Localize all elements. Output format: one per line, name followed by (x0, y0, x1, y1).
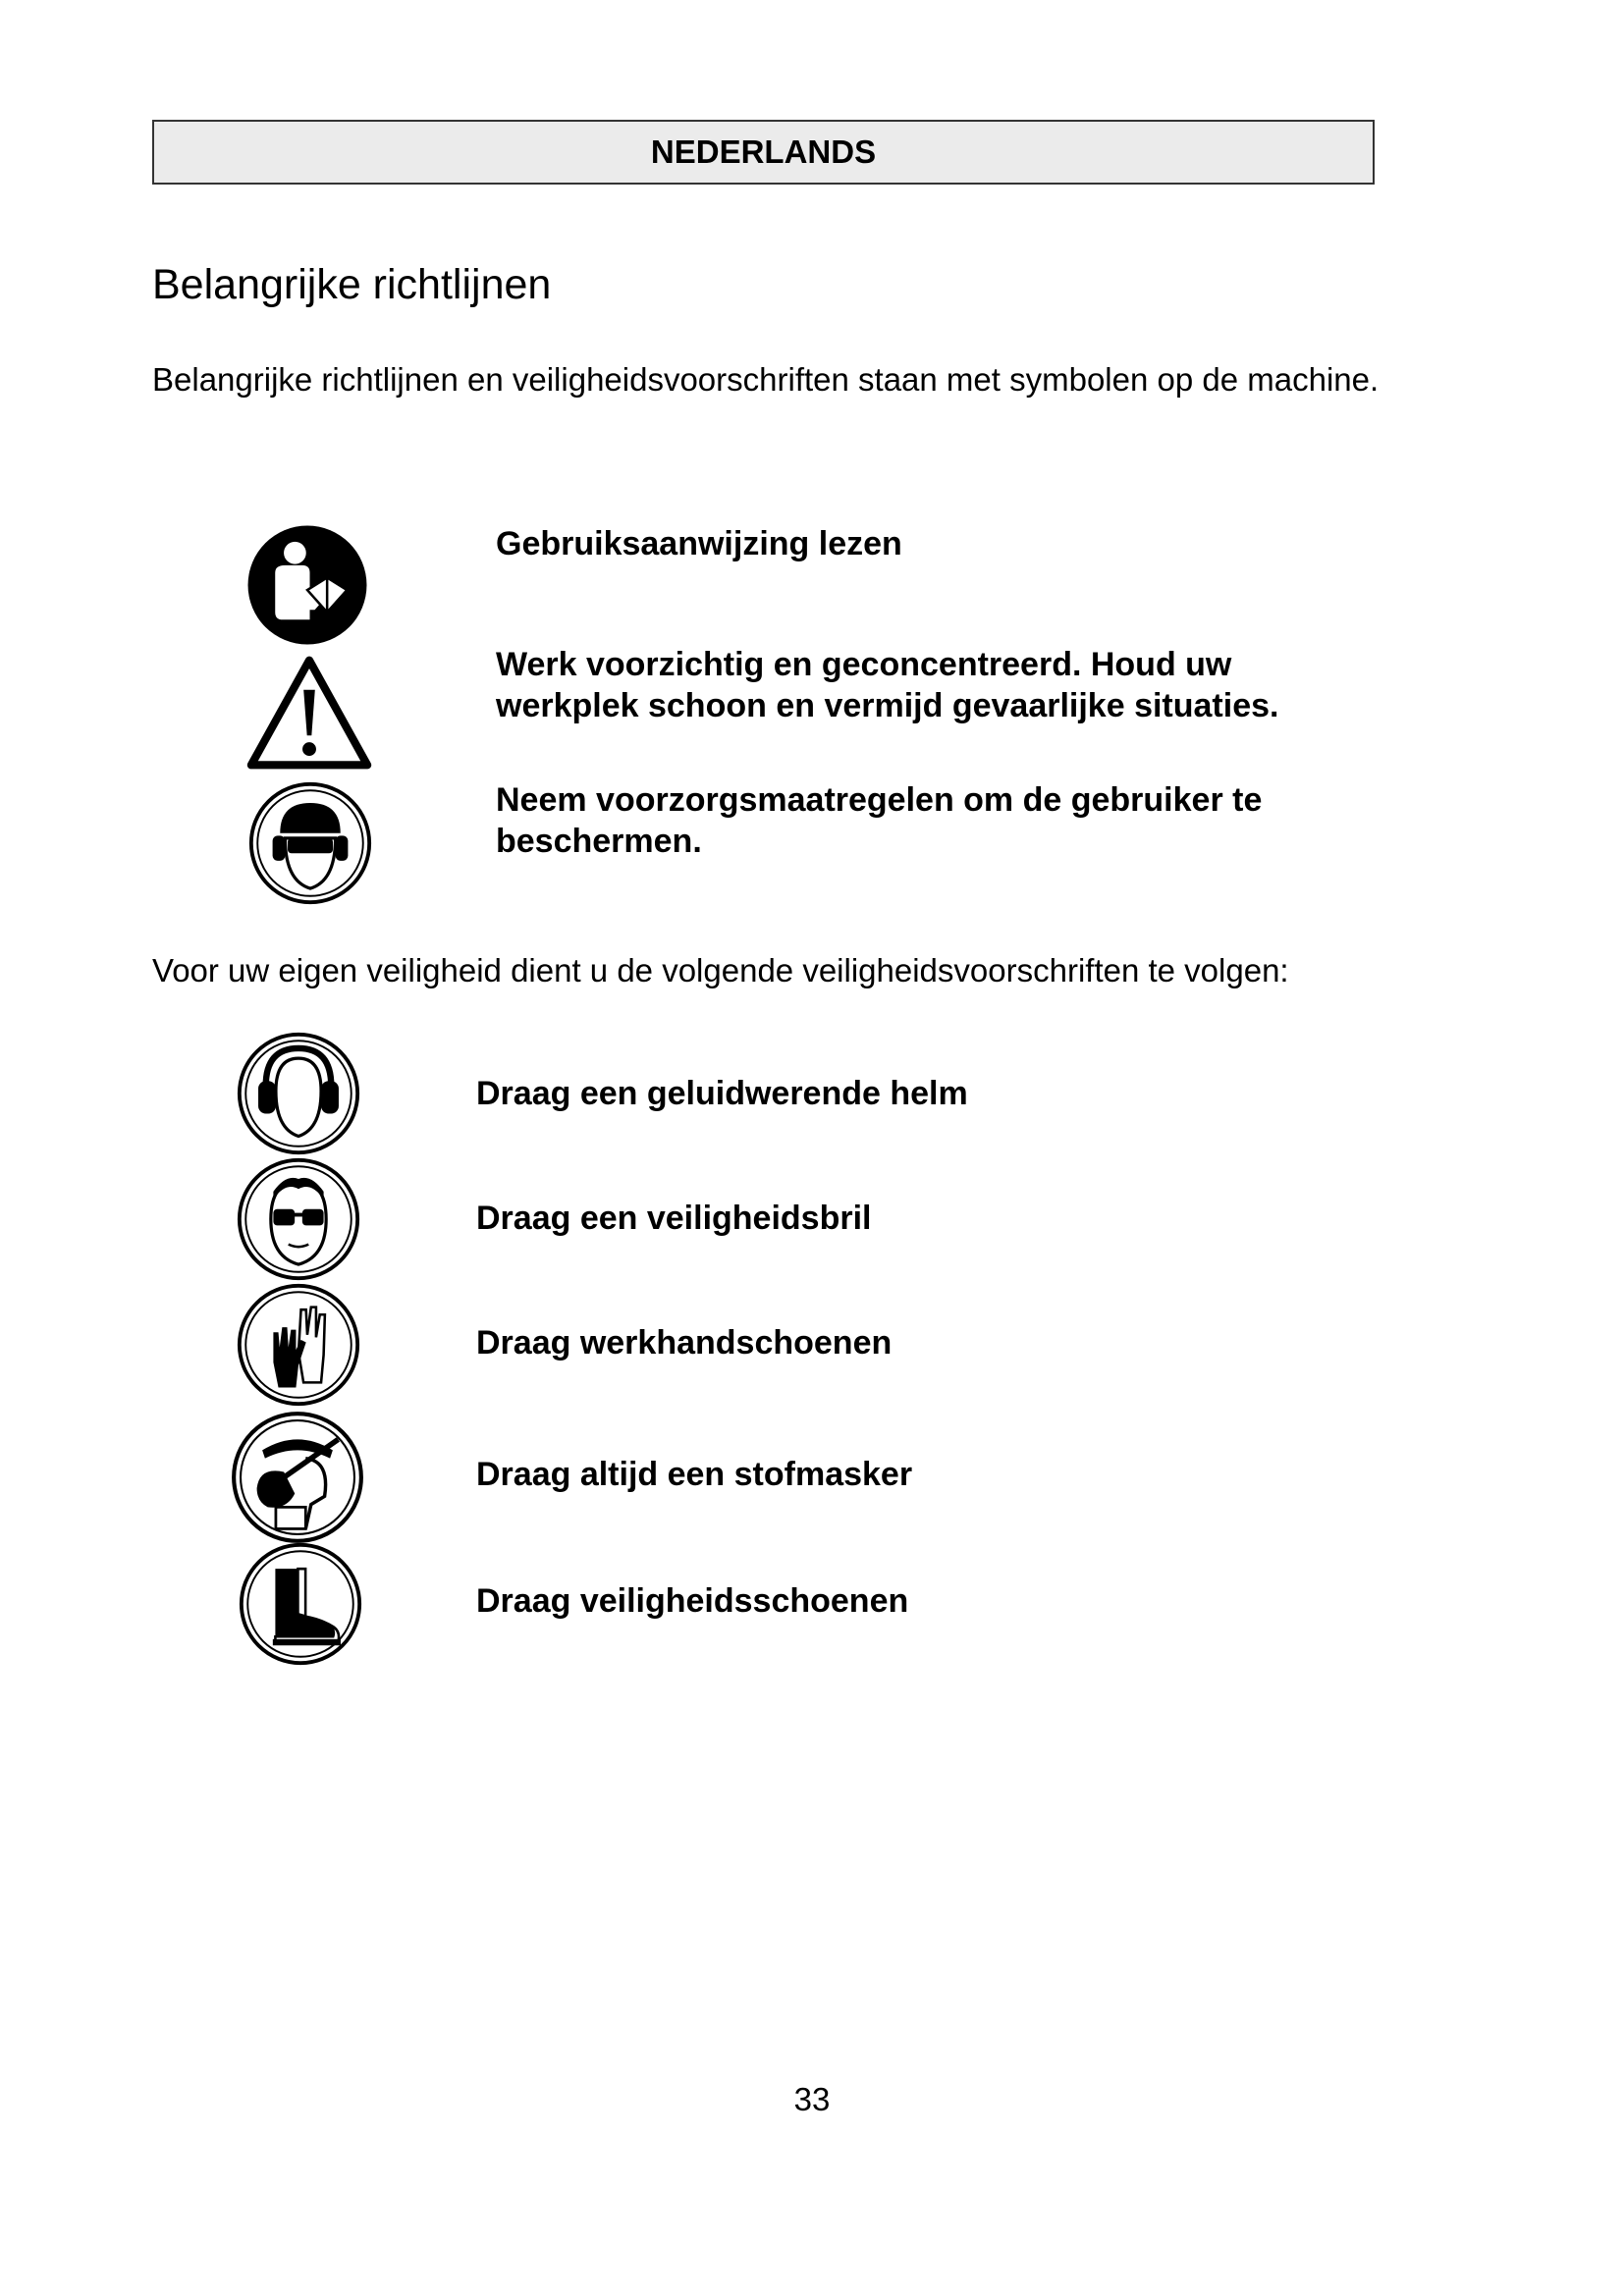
symbol-text-read-manual: Gebruiksaanwijzing lezen (496, 525, 902, 562)
work-gloves-icon (236, 1282, 361, 1408)
symbol-text-warning: Werk voorzichtig en geconcentreerd. Houd uw werkplek schoon en vermijd gevaarlijke situaties. (496, 646, 1279, 724)
safety-item-shoes: Draag veiligheidsschoenen (476, 1582, 909, 1620)
safety-glasses-icon (236, 1156, 361, 1282)
warning-triangle-icon (245, 656, 373, 770)
safety-item-dust-mask: Draag altijd een stofmasker (476, 1456, 913, 1493)
page-number: 33 (793, 2081, 831, 2117)
safety-lead-text: Voor uw eigen veiligheid dient u de volgende veiligheidsvoorschriften te volgen: (152, 952, 1289, 988)
safety-shoes-icon (238, 1541, 363, 1667)
section-title: Belangrijke richtlijnen (152, 261, 552, 308)
protective-equipment-icon (247, 780, 373, 906)
ear-protection-icon (236, 1031, 361, 1156)
dust-mask-icon (230, 1410, 365, 1545)
symbol-text-protection: Neem voorzorgsmaatregelen om de gebruiker te beschermen. (496, 781, 1263, 860)
intro-paragraph: Belangrijke richtlijnen en veiligheidsvoorschriften staan met symbolen op de machine. (152, 361, 1380, 398)
safety-item-glasses: Draag een veiligheidsbril (476, 1200, 872, 1237)
safety-item-hearing: Draag een geluidwerende helm (476, 1075, 968, 1112)
safety-item-gloves: Draag werkhandschoenen (476, 1324, 893, 1362)
read-manual-icon (245, 523, 369, 647)
language-header (152, 120, 1375, 185)
language-label: NEDERLANDS (650, 133, 877, 170)
